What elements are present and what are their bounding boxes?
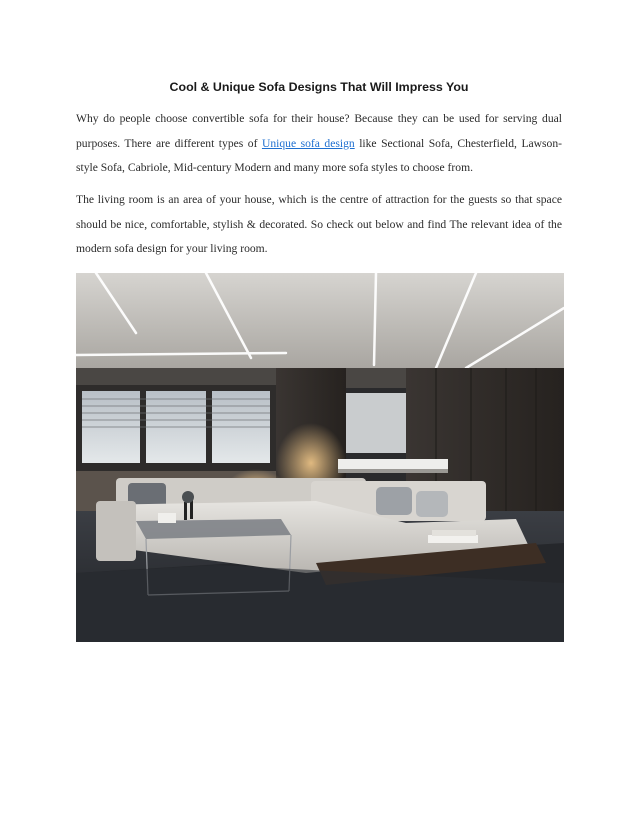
intro-text-after-link: like Sectional Sofa, Chesterfield, Lawson-style Sofa, Cabriole, Mid-century Modern and many more sofa styles to choose from. (76, 136, 563, 174)
living-room-photo (76, 273, 564, 642)
living-room-paragraph: The living room is an area of your house, which is the centre of attraction for the guests so that space should be nice, comfortable, stylish & decorated. So check out below and find The relevant idea of the modern sofa design for your living room. (76, 193, 562, 255)
intro-paragraph (76, 107, 562, 181)
intro-text-before-link: Why do people choose convertible sofa for their house? Because they can be used for serving dual purposes. There are different types of (76, 112, 562, 150)
page-title: Cool & Unique Sofa Designs That Will Impress You (169, 80, 469, 94)
unique-sofa-design-link[interactable]: Unique sofa design (261, 136, 355, 150)
